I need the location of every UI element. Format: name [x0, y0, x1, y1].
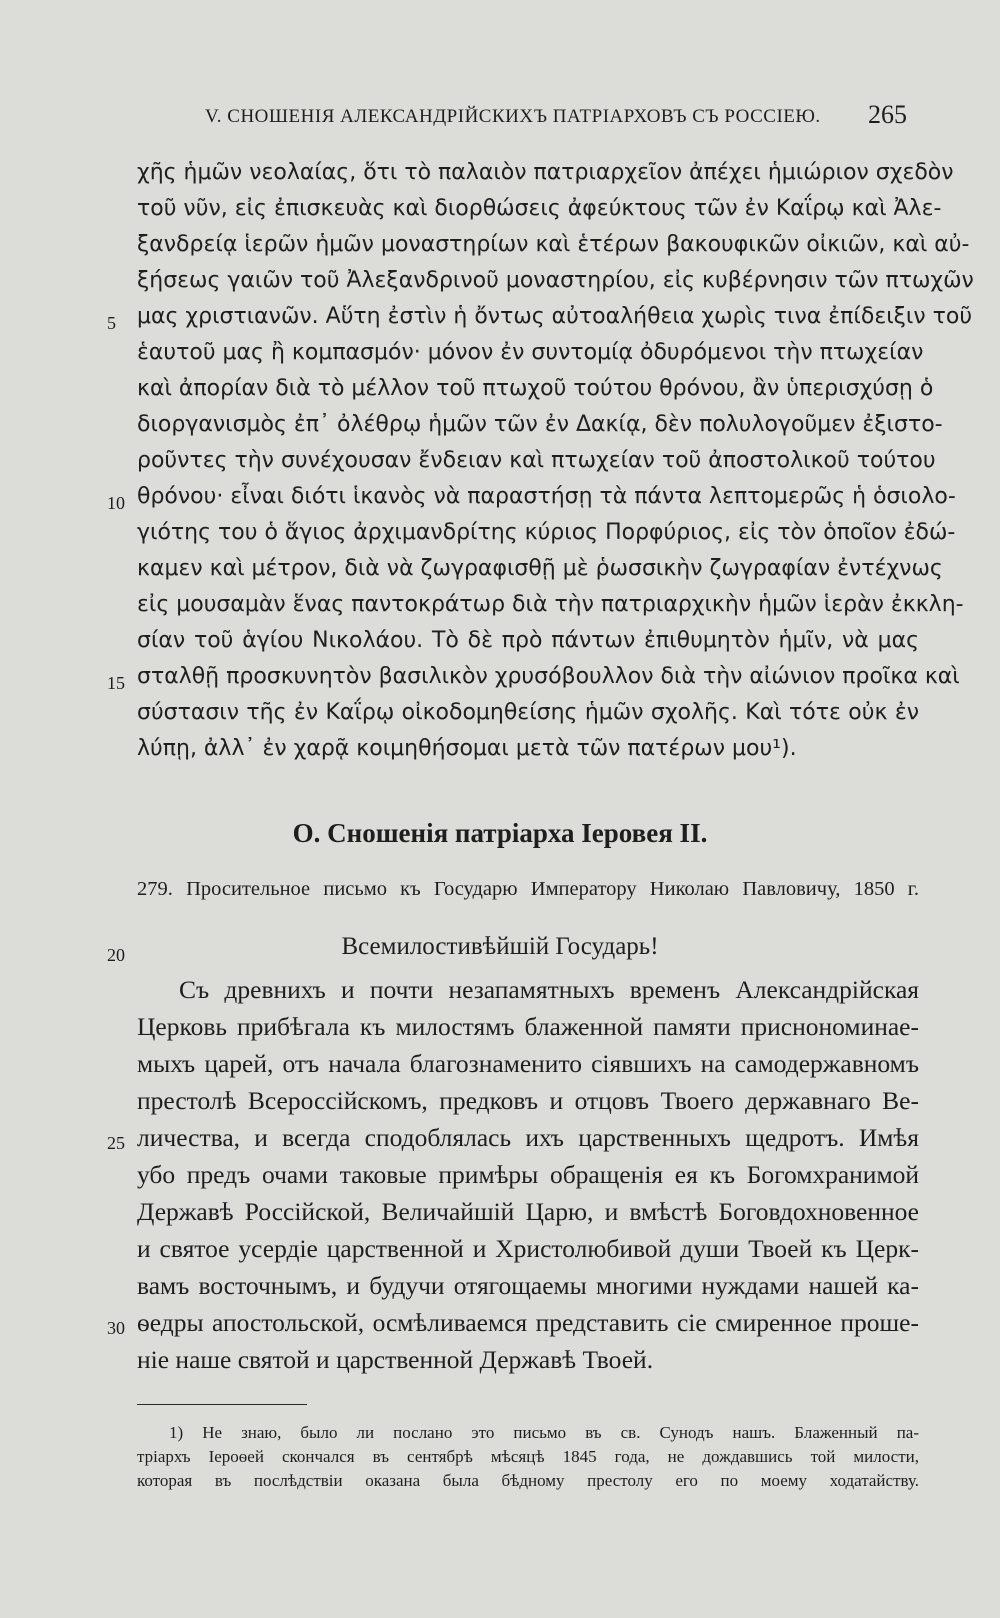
- greek-line: σταλθῇ προσκυνητὸν βασιλικὸν χρυσόβουλλον διὰ τὴν αἰώνιον προῖκα καὶ: [137, 664, 960, 689]
- line-number: 10: [107, 493, 125, 513]
- line-number: 25: [107, 1133, 125, 1153]
- greek-line: εἰς μουσαμὰν ἕνας παντοκράτωρ διὰ τὴν πατριαρχικὴν ἡμῶν ἱερὰν ἐκκλη-: [137, 592, 964, 617]
- greek-line: ξανδρείᾳ ἱερῶν ἡμῶν μοναστηρίων καὶ ἑτέρων βακουφικῶν οἰκιῶν, καὶ αὐ-: [137, 232, 970, 257]
- russian-line: ѳедры апостольской, осмѣливаемся представить сіе смиренное проше-: [137, 1308, 919, 1337]
- greek-line: γιότης του ὁ ἅγιος ἀρχιμανδρίτης κύριος Πορφύριος, εἰς τὸν ὁποῖον ἐδώ-: [137, 520, 956, 545]
- salutation: Всемилостивѣйшій Государь!: [341, 933, 659, 960]
- footnote-line: которая въ послѣдствіи оказана была бѣдному престолу его по моему ходатайству.: [137, 1471, 919, 1490]
- footnote-line: 1) Не знаю, было ли послано это письмо въ св. Сунодъ нашъ. Блаженный па-: [169, 1423, 919, 1442]
- greek-line: σίαν τοῦ ἁγίου Νικολάου. Τὸ δὲ πρὸ πάντων ἐπιθυμητὸν ἡμῖν, νὰ μας: [137, 628, 919, 653]
- russian-line: личества, и всегда сподоблялась ихъ царственныхъ щедротъ. Имѣя: [137, 1123, 919, 1152]
- russian-line: и святое усердіе царственной и Христолюбивой души Твоей къ Церк-: [137, 1234, 919, 1263]
- russian-line: Державѣ Россійской, Величайшій Царю, и вмѣстѣ Боговдохновенное: [137, 1197, 919, 1226]
- line-number: 20: [107, 945, 125, 965]
- greek-line: διοργανισμὸς ἐπ᾽ ὀλέθρῳ ἡμῶν τῶν ἐν Δακίᾳ, δὲν πολυλογοῦμεν ἐξιστο-: [137, 412, 943, 437]
- greek-line: καὶ ἀπορίαν διὰ τὸ μέλλον τοῦ πτωχοῦ τούτου θρόνου, ἂν ὑπερισχύσῃ ὁ: [137, 376, 934, 401]
- greek-line: καμεν καὶ μέτρον, διὰ νὰ ζωγραφισθῇ μὲ ῥωσσικὴν ζωγραφίαν ἐντέχνως: [137, 556, 943, 581]
- section-heading: О. Сношенія патріарха Іеровея II.: [292, 818, 708, 848]
- footnote-rule: [137, 1404, 307, 1405]
- line-number: 30: [107, 1318, 125, 1338]
- greek-line: ξήσεως γαιῶν τοῦ Ἀλεξανδρινοῦ μοναστηρίου, εἰς κυβέρνησιν τῶν πτωχῶν: [137, 268, 974, 293]
- russian-line: престолѣ Всероссійскомъ, предковъ и отцовъ Твоего державнаго Ве-: [137, 1086, 919, 1115]
- russian-line: мыхъ царей, отъ начала благознаменито сіявшихъ на самодержавномъ: [137, 1049, 919, 1078]
- russian-line: убо предъ очами таковые примѣры обращенія ея къ Богомхранимой: [137, 1160, 919, 1189]
- greek-line: ἑαυτοῦ μας ἢ κομπασμόν· μόνον ἐν συντομίᾳ ὀδυρόμενοι τὴν πτωχείαν: [137, 340, 924, 365]
- russian-line: Съ древнихъ и почти незапамятныхъ временъ Александрійская: [179, 975, 919, 1004]
- line-number: 5: [107, 313, 116, 333]
- greek-line: χῆς ἡμῶν νεολαίας, ὅτι τὸ παλαιὸν πατριαρχεῖον ἀπέχει ἡμιώριον σχεδὸν: [137, 160, 954, 185]
- document-title: 279. Просительное письмо къ Государю Императору Николаю Павловичу, 1850 г.: [137, 878, 919, 900]
- footnote-line: тріархъ Іероѳей скончался въ сентябрѣ мѣсяцѣ 1845 года, не дождавшись той милости,: [137, 1447, 919, 1466]
- greek-line: ροῦντες τὴν συνέχουσαν ἔνδειαν καὶ πτωχείαν τοῦ ἀποστολικοῦ τούτου: [137, 448, 936, 473]
- russian-line: Церковь прибѣгала къ милостямъ блаженной памяти приснономинае-: [137, 1012, 919, 1041]
- russian-line: вамъ восточнымъ, и будучи отягощаемы многими нуждами нашей ка-: [137, 1271, 919, 1300]
- line-number: 15: [107, 673, 125, 693]
- greek-line: λύπῃ, ἀλλ᾽ ἐν χαρᾷ κοιμηθήσομαι μετὰ τῶν πατέρων μου¹).: [137, 736, 797, 761]
- greek-line: θρόνου· εἶναι διότι ἱκανὸς νὰ παραστήσῃ τὰ πάντα λεπτομερῶς ἡ ὁσιολο-: [137, 484, 956, 509]
- russian-line: ніе наше святой и царственной Державѣ Твоей.: [137, 1345, 654, 1374]
- greek-line: σύστασιν τῆς ἐν Καΐρῳ οἰκοδομηθείσης ἡμῶν σχολῆς. Καὶ τότε οὐκ ἐν: [137, 700, 919, 725]
- greek-line: τοῦ νῦν, εἰς ἐπισκευὰς καὶ διορθώσεις ἀφεύκτους τῶν ἐν Καΐρῳ καὶ Ἀλε-: [137, 196, 942, 221]
- page-number: 265: [868, 100, 907, 129]
- running-header: V. СНОШЕНІЯ АЛЕКСАНДРІЙСКИХЪ ПАТРІАРХОВЪ СЪ РОССІЕЮ.: [205, 106, 821, 127]
- greek-line: μας χριστιανῶν. Αὕτη ἐστὶν ἡ ὄντως αὐτοαλήθεια χωρὶς τινα ἐπίδειξιν τοῦ: [137, 304, 973, 329]
